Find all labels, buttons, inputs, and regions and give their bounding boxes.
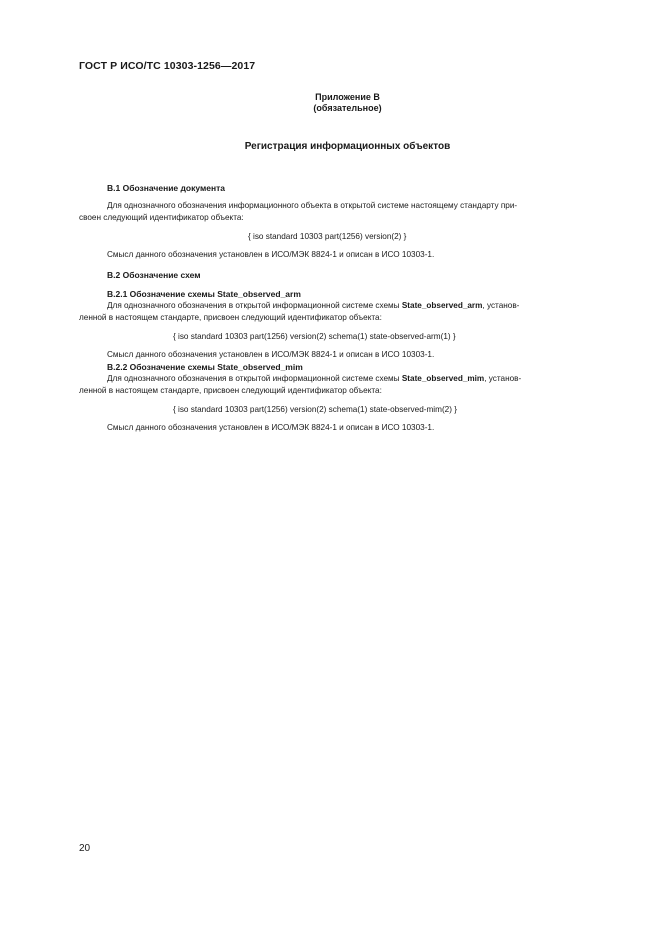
appendix-status: (обязательное) <box>313 103 382 113</box>
b22-paragraph-line1 <box>107 374 521 383</box>
b21-paragraph-line2: ленной в настоящем стандарте, присвоен следующий идентификатор объекта: <box>79 313 382 322</box>
b21-paragraph-text: Для однозначного обозначения в открытой информационной системе схемы <box>107 301 402 310</box>
b21-identifier: { iso standard 10303 part(1256) version(2) schema(1) state-observed-arm(1) } <box>173 332 456 341</box>
b21-paragraph-line1 <box>107 301 519 310</box>
section-title: Регистрация информационных объектов <box>244 141 451 152</box>
appendix-title: Приложение В <box>315 92 380 102</box>
b1-heading: В.1 Обозначение документа <box>107 183 226 193</box>
b1-paragraph-line2: своен следующий идентификатор объекта: <box>79 213 244 222</box>
b22-identifier: { iso standard 10303 part(1256) version(2) schema(1) state-observed-mim(2) } <box>173 405 457 414</box>
b1-identifier: { iso standard 10303 part(1256) version(2) } <box>248 232 407 241</box>
b21-heading: В.2.1 Обозначение схемы State_observed_arm <box>107 289 301 299</box>
b22-paragraph-line2: ленной в настоящем стандарте, присвоен следующий идентификатор объекта: <box>79 386 382 395</box>
page-number: 20 <box>79 843 91 854</box>
b21-meaning: Смысл данного обозначения установлен в ИСО/МЭК 8824-1 и описан в ИСО 10303-1. <box>107 350 435 359</box>
document-code-header: ГОСТ Р ИСО/ТС 10303-1256—2017 <box>79 60 256 72</box>
b2-heading: В.2 Обозначение схем <box>107 270 201 280</box>
b22-meaning: Смысл данного обозначения установлен в ИСО/МЭК 8824-1 и описан в ИСО 10303-1. <box>107 423 435 432</box>
b21-schema-name: State_observed_arm <box>401 301 483 310</box>
b22-paragraph-tail: , установ- <box>484 374 522 383</box>
b1-meaning: Смысл данного обозначения установлен в ИСО/МЭК 8824-1 и описан в ИСО 10303-1. <box>107 250 435 259</box>
b1-paragraph-line1: Для однозначного обозначения информационного объекта в открытой системе настоящему стандарту при- <box>107 201 518 210</box>
b22-paragraph-text: Для однозначного обозначения в открытой информационной системе схемы <box>107 374 402 383</box>
b22-schema-name: State_observed_mim <box>401 374 485 383</box>
b22-heading: В.2.2 Обозначение схемы State_observed_mim <box>107 362 303 372</box>
b21-paragraph-tail: , установ- <box>482 301 520 310</box>
